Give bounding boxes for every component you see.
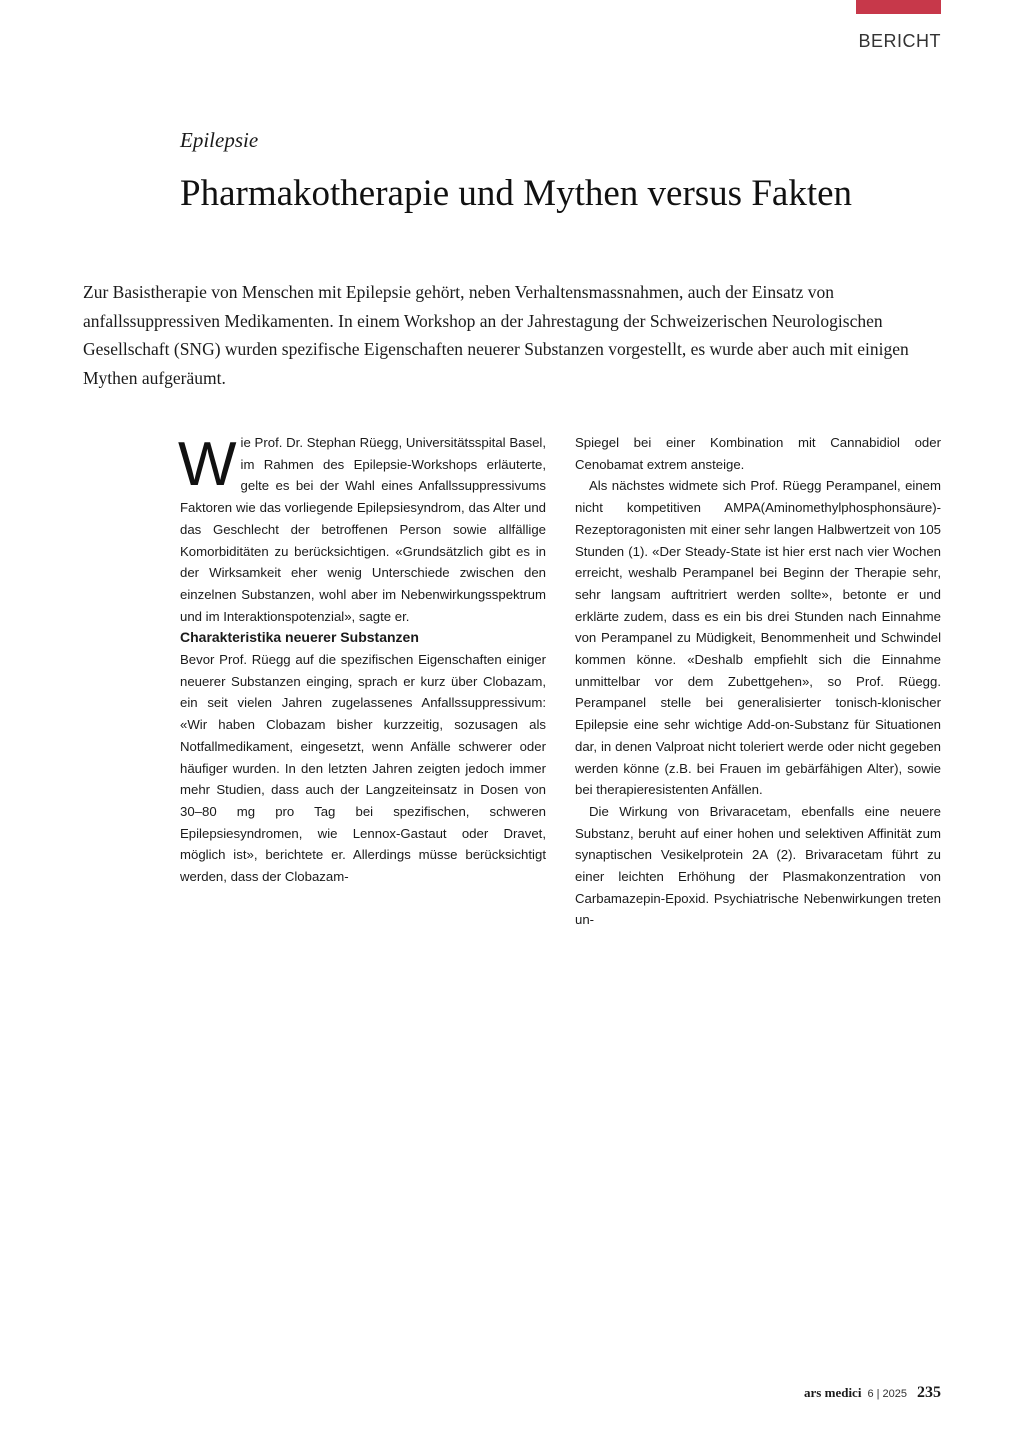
body-paragraph: Die Wirkung von Brivaracetam, ebenfalls eine neuere Substanz, beruht auf einer hohen und selektiven Affinität zum synaptischen Vesikelprotein 2A (2). Brivaracetam führt zu einer leichten Erhöhung der Plasmakonzentration von Carbamazepin-Epoxid. Psychiatrische Nebenwirkungen treten un-: [575, 803, 941, 928]
body-paragraph: Bevor Prof. Rüegg auf die spezifischen Eigenschaften einiger neuerer Substanzen einging, sprach er kurz über Clobazam, ein seit vielen Jahren zugelassenes Anfallssuppressivum: «Wir haben Clobazam bisher kurzzeitig, sozusagen als Notfallmedikament, eingesetzt, wenn Anfälle schwerer oder häufiger wurden. In den letzten Jahren zeigten jedoch immer mehr Studien, dass auch der Langzeiteinsatz in Dosen von 30–80 mg pro Tag bei spezifischen, schweren Epilepsiesyndromen, wie Lennox-Gastaut oder Dravet, möglich ist», berichtete er. Allerdings müsse berücksichtigt werden, dass der Clobazam-: [180, 652, 546, 885]
intro-paragraph: [180, 432, 546, 627]
text-column-left: [180, 432, 546, 888]
body-paragraph: Als nächstes widmete sich Prof. Rüegg Perampanel, einem nicht kompetitiven AMPA(Aminomethylphosphonsäure)-Rezeptoragonisten mit einer sehr langen Halbwertzeit von 105 Stunden (1). «Der Steady-State ist hier erst nach vier Wochen erreicht, weshalb Perampanel bei Beginn der Therapie sehr, sehr langsam auftritriert werden sollte», betonte er und erklärte zudem, dass es ein bis drei Stunden nach Einnahme von Perampanel zu Müdigkeit, Benommenheit und Schwindel kommen könne. «Deshalb empfiehlt sich die Einnahme unmittelbar vor dem Zubettgehen», so Prof. Rüegg. Perampanel stelle bei generalisierter tonisch-klonischer Epilepsie eine sehr wichtige Add-on-Substanz für Situationen dar, in denen Valproat nicht toleriert werde oder nicht gegeben werden könne (z.B. bei Frauen im gebärfähigen Alter), sowie bei therapieresistenten Anfällen.: [575, 478, 941, 798]
journal-name: ars medici: [804, 1385, 862, 1400]
article-lead: Zur Basistherapie von Menschen mit Epilepsie gehört, neben Verhaltensmassnahmen, auch der Einsatz von anfallssuppressiven Medikamenten. In einem Workshop an der Jahrestagung der Schweizerischen Neurologischen Gesellschaft (SNG) wurden spezifische Eigenschaften neuerer Substanzen vorgestellt, es wurde aber auch mit einigen Mythen aufgeräumt.: [83, 282, 909, 388]
body-paragraph: Spiegel bei einer Kombination mit Cannabidiol oder Cenobamat extrem ansteige.: [575, 435, 941, 472]
section-accent-bar: [856, 0, 941, 14]
page-footer: [804, 1384, 941, 1402]
article-title: Pharmakotherapie und Mythen versus Fakten: [180, 173, 853, 214]
article-kicker: Epilepsie: [180, 128, 259, 152]
page-number: 235: [917, 1384, 941, 1401]
section-subheading: Charakteristika neuerer Substanzen: [180, 629, 419, 646]
issue-info: 6 | 2025: [867, 1388, 907, 1400]
drop-cap: W: [178, 430, 237, 499]
text-column-right: [575, 432, 941, 931]
intro-paragraph-text: ie Prof. Dr. Stephan Rüegg, Universitätsspital Basel, im Rahmen des Epilepsie-Workshops erläuterte, gelte es bei der Wahl eines Anfallssuppressivums Faktoren wie das vorliegende Epilepsiesyndrom, das Alter und das Geschlecht der betroffenen Person sowie allfällige Komorbiditäten zu berücksichtigen. «Grundsätzlich gibt es in der Wirksamkeit eher wenig Unterschiede zwischen den einzelnen Substanzen, wohl aber im Nebenwirkungsspektrum und im Interaktionspotenzial», sagte er.: [180, 435, 546, 624]
section-label: BERICHT: [858, 31, 941, 51]
